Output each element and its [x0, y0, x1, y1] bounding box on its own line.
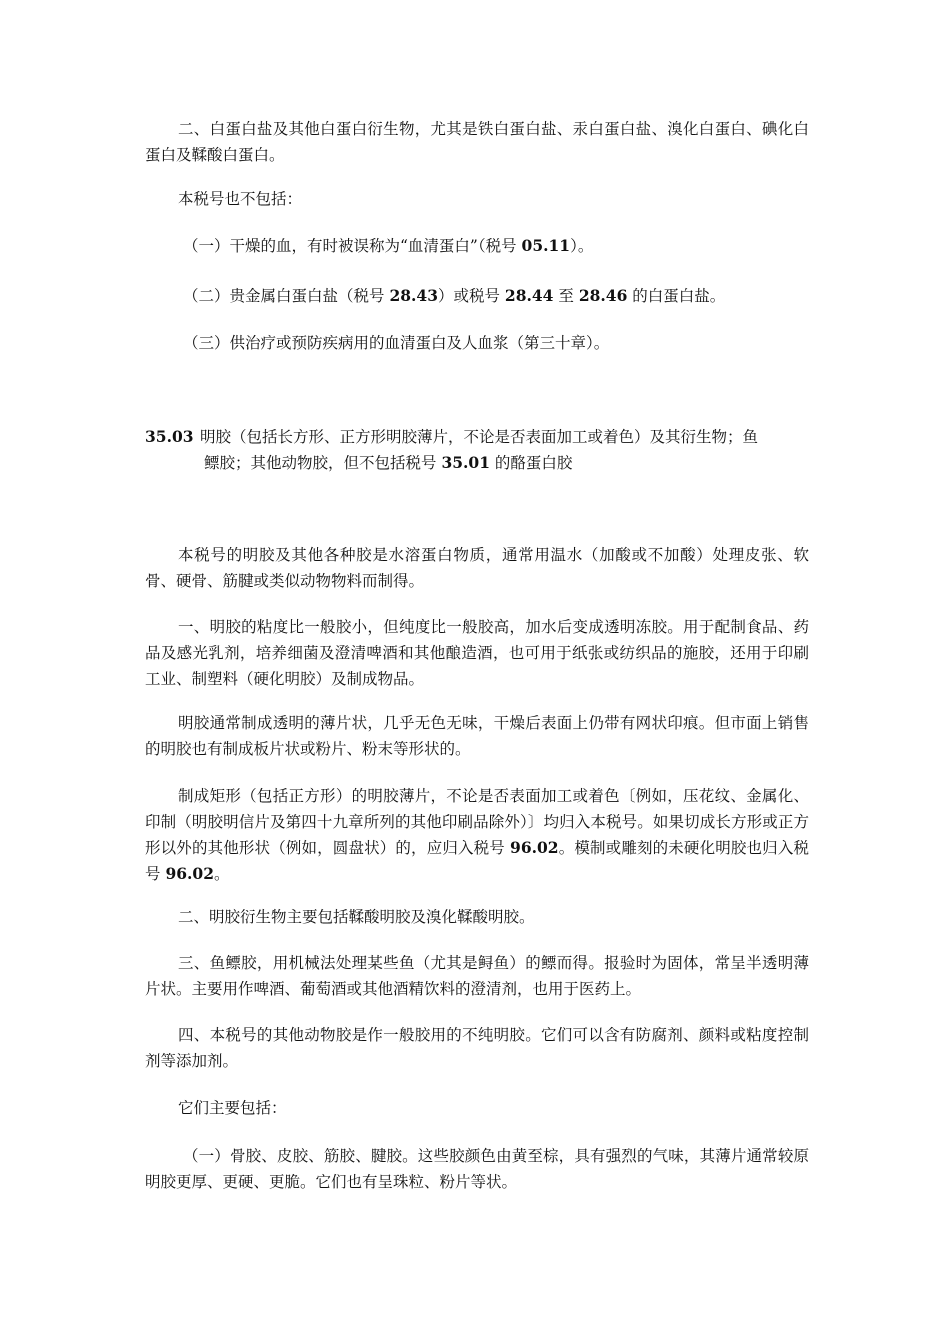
- tariff-code: 28.43: [389, 286, 438, 305]
- paragraph-intro: 本税号的明胶及其他各种胶是水溶蛋白物质，通常用温水（加酸或不加酸）处理皮张、软骨、硬骨、筋腱或类似动物物料而制得。: [145, 546, 809, 590]
- paragraph-albumin-derivatives: 二、白蛋白盐及其他白蛋白衍生物，尤其是铁白蛋白盐、汞白蛋白盐、溴化白蛋白、碘化白蛋白及鞣酸白蛋白。: [145, 120, 809, 164]
- exclusion-item-1: （一）干燥的血，有时被误称为“血清蛋白”（税号 05.11）。: [183, 236, 594, 255]
- tariff-code: 05.11: [521, 236, 571, 255]
- tariff-code: 28.46: [578, 286, 628, 305]
- tariff-code: 96.02: [165, 864, 214, 883]
- heading-number: 35.03: [145, 427, 194, 446]
- paragraph-gelatin: 一、明胶的粘度比一般胶小，但纯度比一般胶高，加水后变成透明冻胶。用于配制食品、药品及感光乳剂，培养细菌及澄清啤酒和其他酿造酒，也可用于纸张或纺织品的施胶，还用于印刷工业、制塑料（硬化明胶）及制成物品。: [145, 618, 809, 688]
- include-item-1: （一）骨胶、皮胶、筋胶、腱胶。这些胶颜色由黄至棕，具有强烈的气味，其薄片通常较原明胶更厚、更硬、更脆。它们也有呈珠粒、粉片等状。: [145, 1147, 809, 1191]
- paragraph-rectangular-sheets: 制成矩形（包括正方形）的明胶薄片，不论是否表面加工或着色〔例如，压花纹、金属化、印制（明胶明信片及第四十九章所列的其他印刷品除外）〕均归入本税号。如果切成长方形或正方形以外的其他形状（例如，圆盘状）的，应归入税号 96.02。模制或雕刻的未硬化明胶也归入税号 96.02。: [145, 787, 809, 883]
- tariff-code: 35.01: [441, 453, 490, 472]
- exclusion-item-2: （二）贵金属白蛋白盐（税号 28.43）或税号 28.44 至 28.46 的白蛋白盐。: [183, 286, 726, 305]
- paragraph-isinglass: 三、鱼鳔胶，用机械法处理某些鱼（尤其是鲟鱼）的鳔而得。报验时为固体，常呈半透明薄片状。主要用作啤酒、葡萄酒或其他酒精饮料的澄清剂，也用于医药上。: [145, 954, 809, 998]
- tariff-code: 28.44: [504, 286, 554, 305]
- heading-line-1: 明胶（包括长方形、正方形明胶薄片，不论是否表面加工或着色）及其衍生物；鱼: [200, 428, 759, 446]
- paragraph-derivatives: 二、明胶衍生物主要包括鞣酸明胶及溴化鞣酸明胶。: [178, 908, 535, 926]
- exclusions-intro: 本税号也不包括：: [178, 190, 303, 208]
- tariff-code: 96.02: [510, 838, 559, 857]
- exclusion-item-3: （三）供治疗或预防疾病用的血清蛋白及人血浆（第三十章）。: [183, 334, 610, 352]
- paragraph-gelatin-sheets: 明胶通常制成透明的薄片状，几乎无色无味，干燥后表面上仍带有网状印痕。但市面上销售的明胶也有制成板片状或粉片、粉末等形状的。: [145, 714, 809, 758]
- heading-text: [200, 424, 809, 476]
- includes-intro: 它们主要包括：: [178, 1099, 287, 1117]
- paragraph-other-glues: 四、本税号的其他动物胶是作一般胶用的不纯明胶。它们可以含有防腐剂、颜料或粘度控制剂等添加剂。: [145, 1026, 809, 1070]
- heading-line-2: 鳔胶；其他动物胶，但不包括税号 35.01 的酪蛋白胶: [204, 453, 573, 472]
